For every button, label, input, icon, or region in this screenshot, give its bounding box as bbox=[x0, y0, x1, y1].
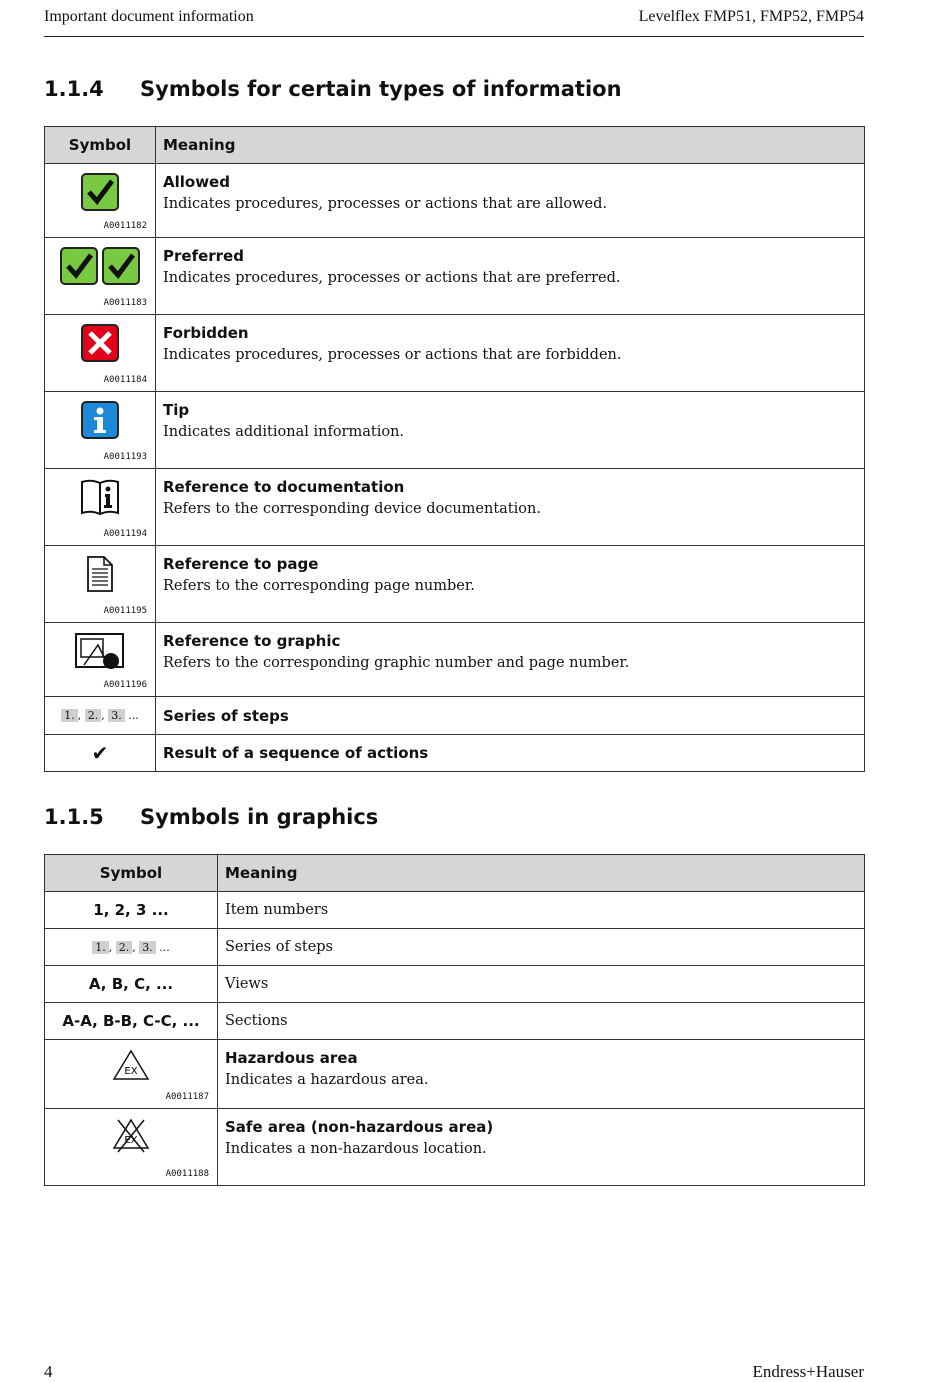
brand-name: Endress+Hauser bbox=[752, 1362, 864, 1381]
meaning-title: Forbidden bbox=[163, 324, 249, 342]
meaning-title: Hazardous area bbox=[225, 1049, 358, 1067]
table-row bbox=[45, 966, 865, 1003]
graphics-symbols-table bbox=[44, 854, 865, 1186]
graphic-code: A0011188 bbox=[165, 1169, 209, 1179]
meaning-description: Refers to the corresponding page number. bbox=[163, 578, 475, 594]
symbol-cell: A, B, C, ... bbox=[45, 966, 218, 1003]
meaning-description: Indicates procedures, processes or actions that are forbidden. bbox=[163, 347, 622, 363]
symbol-cell bbox=[45, 735, 156, 772]
meaning-cell bbox=[218, 1109, 865, 1186]
table-row bbox=[45, 392, 865, 469]
meaning-cell bbox=[156, 238, 865, 315]
step-box: 1. bbox=[61, 709, 78, 722]
meaning-cell bbox=[156, 546, 865, 623]
table-row bbox=[45, 1003, 865, 1040]
meaning-cell bbox=[156, 697, 865, 735]
ex-hazard-icon bbox=[112, 1049, 150, 1081]
meaning-title: Reference to page bbox=[163, 555, 319, 573]
meaning-cell: Item numbers bbox=[218, 892, 865, 929]
page-icon bbox=[86, 555, 114, 593]
meaning-description: Indicates procedures, processes or actions that are allowed. bbox=[163, 196, 607, 212]
symbol-cell bbox=[45, 315, 156, 392]
graphic-code: A0011193 bbox=[103, 452, 147, 462]
meaning-description: Indicates a non-hazardous location. bbox=[225, 1141, 487, 1157]
section-title: Symbols for certain types of information bbox=[140, 77, 622, 101]
section-heading-1-1-5 bbox=[44, 805, 378, 829]
table-row bbox=[45, 469, 865, 546]
meaning-cell bbox=[156, 623, 865, 697]
meaning-description: Refers to the corresponding device documentation. bbox=[163, 501, 541, 517]
graphic-code: A0011195 bbox=[103, 606, 147, 616]
meaning-description: Indicates procedures, processes or actions that are preferred. bbox=[163, 270, 621, 286]
meaning-cell: Sections bbox=[218, 1003, 865, 1040]
steps-symbol: 1. , 2. , 3. ... bbox=[45, 697, 156, 735]
meaning-title: Reference to graphic bbox=[163, 632, 341, 650]
meaning-title: Allowed bbox=[163, 173, 230, 191]
symbol-cell bbox=[45, 546, 156, 623]
graphic-code: A0011194 bbox=[103, 529, 147, 539]
symbol-cell bbox=[45, 1109, 218, 1186]
info-blue-icon bbox=[81, 401, 119, 439]
meaning-cell bbox=[156, 735, 865, 772]
svg-text:EX: EX bbox=[124, 1135, 138, 1146]
section-title: Symbols in graphics bbox=[140, 805, 379, 829]
symbol-cell: 1, 2, 3 ... bbox=[45, 892, 218, 929]
page-number: 4 bbox=[44, 1362, 53, 1381]
column-header-symbol: Symbol bbox=[45, 127, 156, 164]
ex-safe-icon bbox=[112, 1118, 150, 1154]
cross-red-icon bbox=[81, 324, 119, 362]
double-check-green-icon bbox=[60, 247, 140, 285]
step-box: 2. bbox=[116, 941, 133, 954]
symbol-cell: A-A, B-B, C-C, ... bbox=[45, 1003, 218, 1040]
graphic-code: A0011187 bbox=[165, 1092, 209, 1102]
table-row bbox=[45, 1040, 865, 1109]
meaning-cell bbox=[156, 469, 865, 546]
meaning-cell bbox=[218, 1040, 865, 1109]
column-header-meaning: Meaning bbox=[156, 127, 865, 164]
info-symbols-table bbox=[44, 126, 865, 772]
header-section-title: Important document information bbox=[44, 8, 254, 25]
meaning-cell bbox=[156, 392, 865, 469]
meaning-title: Series of steps bbox=[163, 706, 289, 725]
step-box: 3. bbox=[139, 941, 156, 954]
column-header-meaning: Meaning bbox=[218, 855, 865, 892]
table-header-row bbox=[45, 855, 865, 892]
section-number: 1.1.5 bbox=[44, 805, 104, 829]
page-header bbox=[44, 6, 864, 37]
table-row bbox=[45, 735, 865, 772]
meaning-cell bbox=[156, 164, 865, 238]
table-row bbox=[45, 164, 865, 238]
step-box: 2. bbox=[85, 709, 102, 722]
book-info-icon bbox=[80, 478, 120, 516]
meaning-title: Result of a sequence of actions bbox=[163, 744, 429, 762]
graphic-code: A0011184 bbox=[103, 375, 147, 385]
symbol-cell bbox=[45, 469, 156, 546]
table-header-row bbox=[45, 127, 865, 164]
symbol-cell bbox=[45, 238, 156, 315]
symbol-cell bbox=[45, 1040, 218, 1109]
result-check-icon: ✔ bbox=[91, 741, 109, 765]
header-product-name: Levelflex FMP51, FMP52, FMP54 bbox=[638, 8, 864, 25]
table-row bbox=[45, 623, 865, 697]
meaning-title: Safe area (non-hazardous area) bbox=[225, 1118, 494, 1136]
meaning-description: Refers to the corresponding graphic number and page number. bbox=[163, 655, 630, 671]
meaning-cell: Views bbox=[218, 966, 865, 1003]
meaning-title: Reference to documentation bbox=[163, 478, 405, 496]
table-row bbox=[45, 238, 865, 315]
meaning-title: Tip bbox=[163, 401, 190, 419]
symbol-cell bbox=[45, 623, 156, 697]
table-row bbox=[45, 697, 865, 735]
meaning-description: Indicates a hazardous area. bbox=[225, 1072, 429, 1088]
steps-symbol: 1. , 2. , 3. ... bbox=[45, 929, 218, 966]
graphic-code: A0011182 bbox=[103, 221, 147, 231]
table-row bbox=[45, 892, 865, 929]
table-row bbox=[45, 546, 865, 623]
table-row bbox=[45, 315, 865, 392]
check-green-icon bbox=[81, 173, 119, 211]
section-heading-1-1-4 bbox=[44, 77, 622, 101]
graphic-code: A0011196 bbox=[103, 680, 147, 690]
meaning-cell bbox=[156, 315, 865, 392]
graphic-code: A0011183 bbox=[103, 298, 147, 308]
column-header-symbol: Symbol bbox=[45, 855, 218, 892]
meaning-title: Preferred bbox=[163, 247, 244, 265]
svg-text:EX: EX bbox=[124, 1066, 138, 1077]
symbol-cell bbox=[45, 392, 156, 469]
meaning-cell: Series of steps bbox=[218, 929, 865, 966]
step-box: 1. bbox=[92, 941, 109, 954]
graphic-icon bbox=[74, 631, 126, 671]
table-row bbox=[45, 1109, 865, 1186]
table-row bbox=[45, 929, 865, 966]
symbol-cell bbox=[45, 164, 156, 238]
step-box: 3. bbox=[108, 709, 125, 722]
meaning-description: Indicates additional information. bbox=[163, 424, 405, 440]
section-number: 1.1.4 bbox=[44, 77, 104, 101]
